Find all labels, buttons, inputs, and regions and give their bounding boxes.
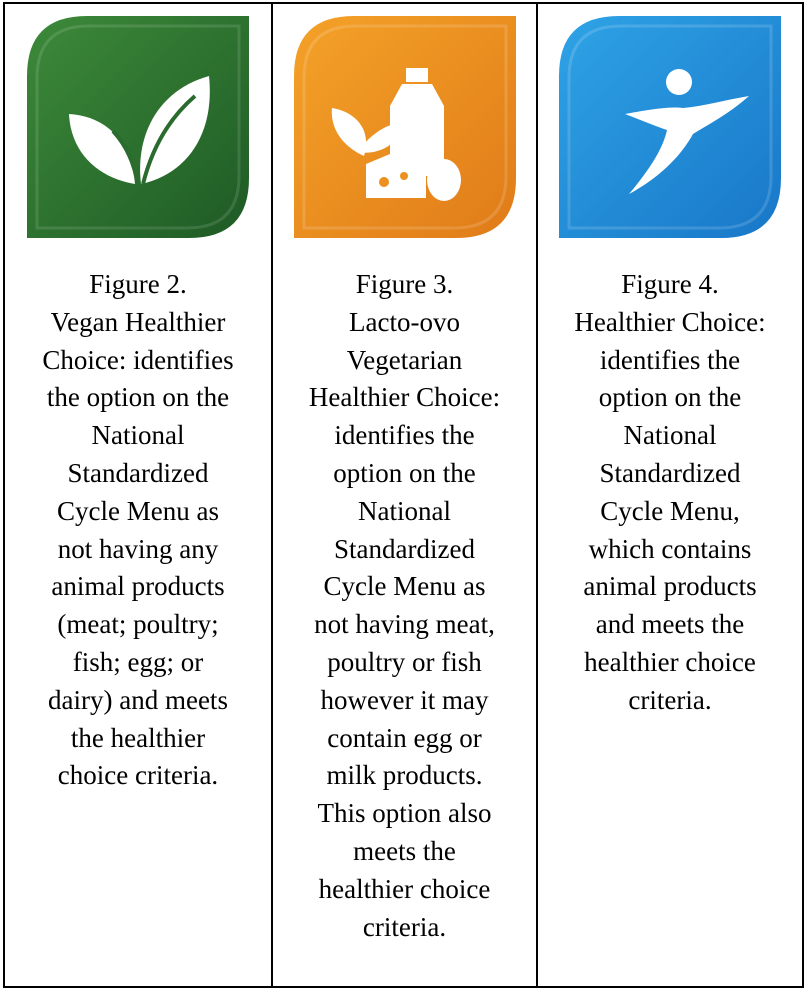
caption-line: the healthier [70, 722, 206, 753]
caption-line: option on the [333, 457, 476, 488]
figure-4-cell [538, 4, 802, 986]
caption-line: animal products [583, 571, 757, 602]
caption-line: criteria. [362, 911, 447, 942]
caption-line: Figure 2. [89, 269, 187, 299]
vegan-leaf-icon [27, 16, 249, 238]
caption-line: National [623, 420, 717, 451]
caption-line: Healthier Choice: [574, 306, 766, 337]
figure-4-caption [566, 266, 773, 720]
caption-line: (meat; poultry; [57, 609, 219, 640]
caption-line: milk products. [326, 760, 483, 791]
caption-line: identifies the [599, 344, 741, 375]
figure-2-cell [5, 4, 273, 986]
caption-line: National [91, 420, 185, 451]
caption-line: This option also [317, 798, 492, 829]
caption-line: Lacto-ovo [349, 306, 460, 337]
figure-2-caption [34, 266, 241, 795]
caption-line: not having meat, [314, 609, 495, 640]
figure-3-cell [273, 4, 538, 986]
caption-line: Figure 4. [621, 269, 719, 299]
caption-line: Standardized [599, 457, 741, 488]
caption-line: healthier choice [584, 646, 756, 677]
caption-line: however it may [320, 684, 489, 715]
caption-line: criteria. [628, 684, 712, 715]
caption-line: choice criteria. [57, 760, 219, 791]
caption-line: not having any [57, 533, 219, 564]
caption-line: option on the [598, 382, 742, 413]
caption-line: the option on the [46, 382, 230, 413]
caption-line: Figure 3. [355, 269, 454, 299]
lacto-ovo-dairy-icon [294, 16, 516, 238]
figure-3-caption [301, 266, 508, 946]
figures-table [3, 2, 804, 988]
caption-line: Standardized [334, 533, 475, 564]
caption-line: Standardized [67, 457, 209, 488]
caption-line: poultry or fish [327, 646, 482, 677]
caption-line: Cycle Menu as [323, 571, 486, 602]
caption-line: which contains [588, 533, 752, 564]
caption-line: and meets the [595, 609, 745, 640]
caption-line: Vegetarian [346, 344, 463, 375]
caption-line: meets the [353, 835, 456, 866]
caption-line: Cycle Menu, [600, 495, 740, 526]
caption-line: fish; egg; or [72, 646, 204, 677]
caption-line: National [358, 495, 451, 526]
caption-line: contain egg or [327, 722, 482, 753]
caption-line: Choice: identifies [42, 344, 234, 375]
caption-line: Cycle Menu as [57, 495, 219, 526]
caption-line: Healthier Choice: [308, 382, 501, 413]
caption-line: Vegan Healthier [50, 306, 226, 337]
caption-line: identifies the [334, 420, 475, 451]
healthy-person-icon [559, 16, 781, 238]
caption-line: dairy) and meets [48, 684, 228, 715]
caption-line: healthier choice [318, 873, 491, 904]
caption-line: animal products [51, 571, 225, 602]
